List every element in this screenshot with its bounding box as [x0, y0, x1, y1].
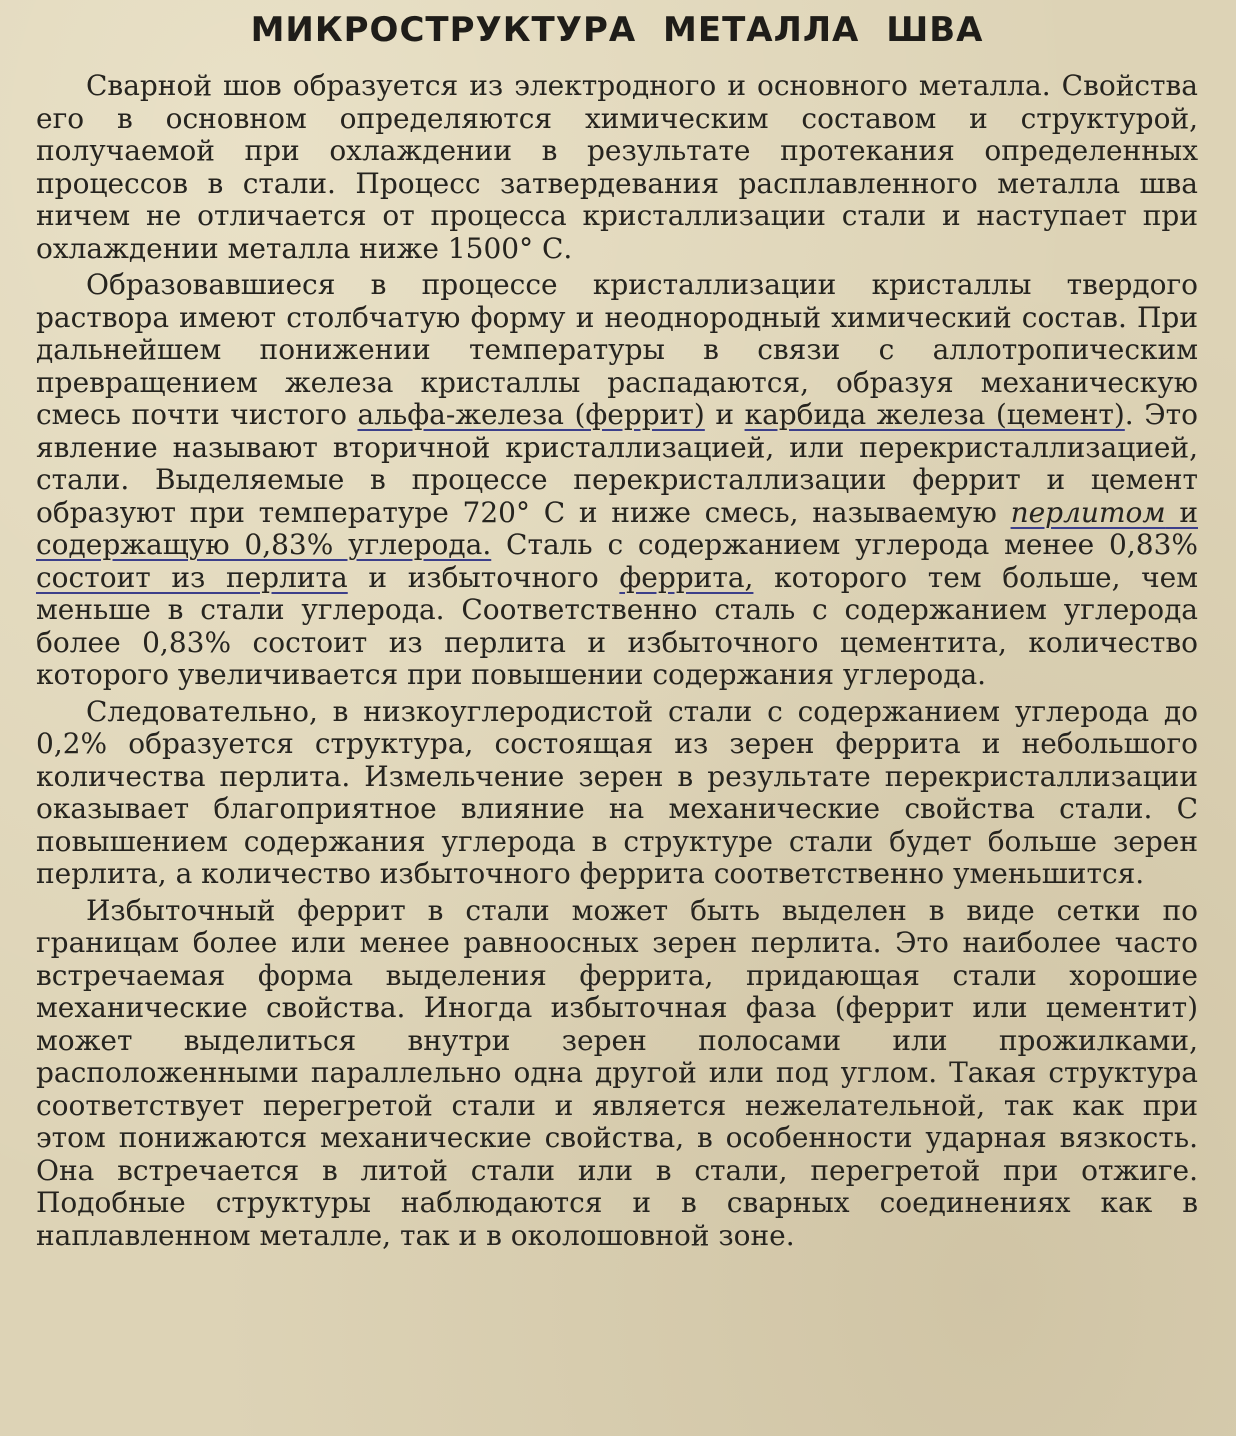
text-run: Сварной шов образуется из электродного и основного металла. Свойства его в основном определяются химическим составом и структурой, получаемой при охлаждении в результате протекания определенных процессов в стали. Процесс затвердевания расплавленного металла шва ничем не отличается от процесса кристаллизации стали и наступает при охлаждении металла ниже 1500° С.: [36, 69, 1198, 265]
underlined-text: состоит из перлита: [36, 560, 348, 594]
underlined-text: перлитом: [1010, 495, 1166, 529]
underlined-text: феррита,: [619, 560, 754, 594]
paragraph: [36, 895, 1198, 1253]
underlined-text: и содержащую 0,83% углерода.: [36, 495, 1198, 561]
paragraph: [36, 696, 1198, 891]
underlined-text: карбида железа (цемент): [744, 398, 1125, 431]
paragraph: [36, 269, 1198, 692]
text-run: и: [704, 398, 745, 431]
text-run: Следовательно, в низкоуглеродистой стали с содержанием углерода до 0,2% образуется структура, состоящая из зерен феррита и небольшого количества перлита. Измельчение зерен в результате перекристаллизации оказывает благоприятное влияние на механические свойства стали. С повышением содержания углерода в структуре стали будет больше зерен перлита, а количество избыточного феррита соответственно уменьшится.: [36, 694, 1198, 890]
text-run: Избыточный феррит в стали может быть выделен в виде сетки по границам более или менее равноосных зерен перлита. Это наиболее часто встречаемая форма выделения феррита, придающая стали хорошие механические свойства. Иногда избыточная фаза (феррит или цементит) может выделиться внутри зерен полосами или прожилками, расположенными параллельно одна другой или под углом. Такая структура соответствует перегретой стали и является нежелательной, так как при этом понижаются механические свойства, в особенности ударная вязкость. Она встречается в литой стали или в стали, перегретой при отжиге. Подобные структуры наблюдаются и в сварных соединениях как в наплавленном металле, так и в околошовной зоне.: [36, 893, 1198, 1252]
text-run: Образовавшиеся в процессе кристаллизации кристаллы твердого раствора имеют столбчатую форму и неоднородный химический состав. При дальнейшем понижении температуры в связи с аллотропическим превращением железа кристаллы распадаются, образуя механическую смесь почти чистого: [36, 268, 1198, 431]
paragraph: [36, 70, 1198, 265]
text-run: . Это явление называют вторичной кристаллизацией, или перекристаллизацией, стали. Выделяемые в процессе перекристаллизации феррит и цемент образуют при температуре 720° С и ниже смесь, называемую: [36, 398, 1199, 529]
text-run: которого тем больше, чем меньше в стали углерода. Соответственно сталь с содержанием углерода более 0,83% состоит из перлита и избыточного цементита, количество которого увеличивается при повышении содержания углерода.: [36, 560, 1198, 691]
page-title: МИКРОСТРУКТУРА МЕТАЛЛА ШВА: [250, 10, 984, 50]
text-run: и избыточного: [347, 560, 620, 594]
underlined-text: альфа-железа (феррит): [357, 398, 705, 431]
body-text: [36, 70, 1198, 1252]
text-run: Сталь с содержанием углерода менее 0,83%: [491, 528, 1198, 561]
